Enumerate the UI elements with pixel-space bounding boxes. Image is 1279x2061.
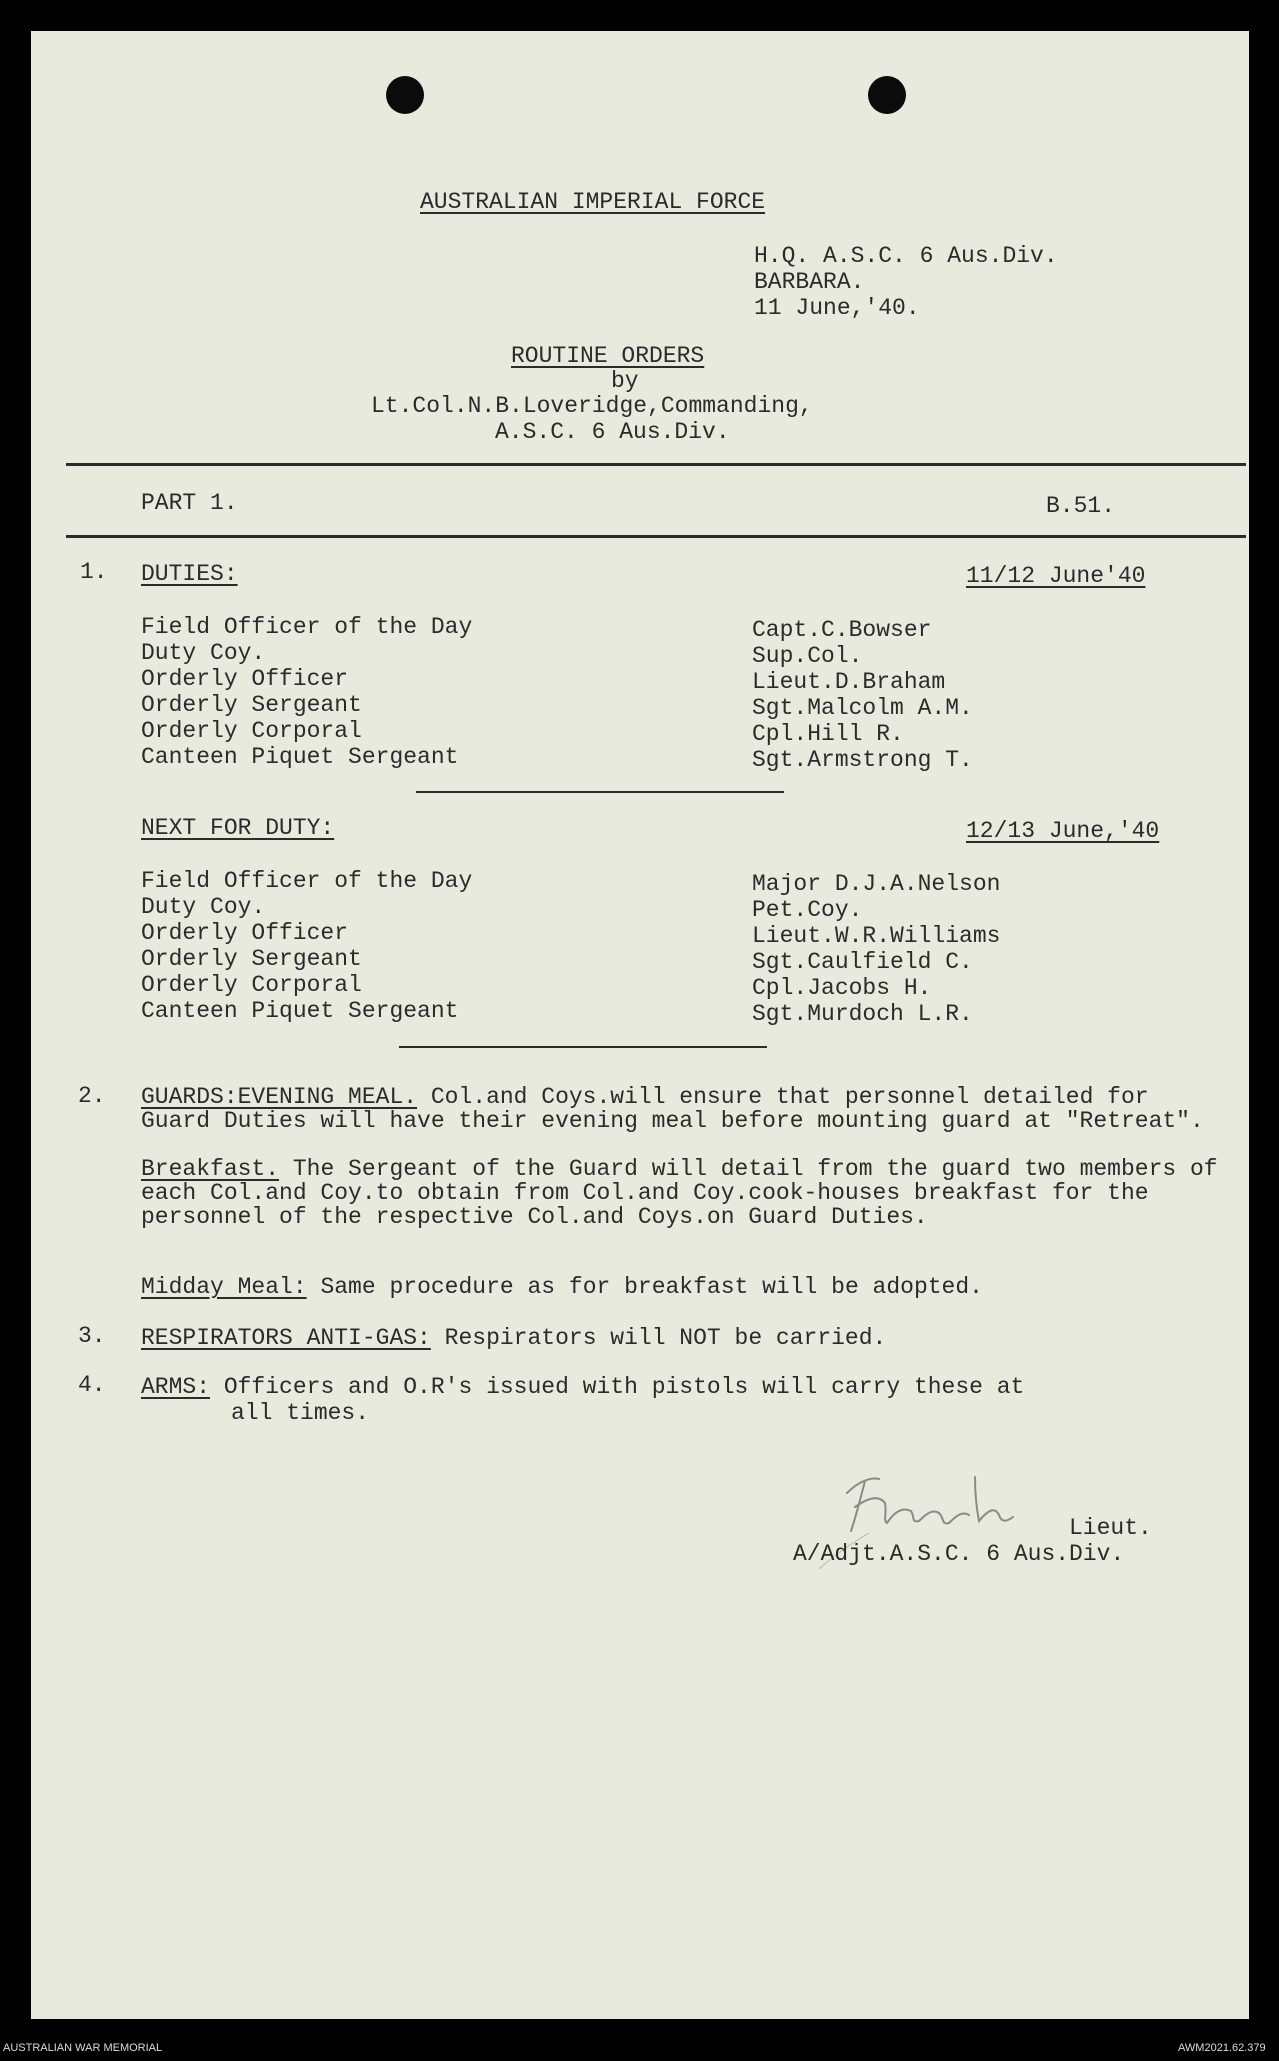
orders-unit: A.S.C. 6 Aus.Div. (495, 419, 730, 445)
orders-commander: Lt.Col.N.B.Loveridge,Commanding, (371, 393, 813, 419)
next-duty-role: Orderly Corporal (141, 972, 362, 998)
duty-role: Orderly Sergeant (141, 692, 362, 718)
item-number: 2. (78, 1083, 106, 1109)
duty-role: Duty Coy. (141, 640, 266, 666)
next-duty-date: 12/13 June,'40 (966, 818, 1160, 844)
unit-line2: BARBARA. (754, 269, 865, 295)
footer-source: AUSTRALIAN WAR MEMORIAL (3, 2042, 163, 2054)
next-duty-role: Orderly Sergeant (141, 946, 362, 972)
next-duty-role: Duty Coy. (141, 894, 266, 920)
divider (66, 463, 1246, 466)
item-number: 1. (80, 559, 108, 585)
next-duty-name: Pet.Coy. (752, 897, 863, 923)
duty-name: Sup.Col. (752, 643, 863, 669)
duty-role: Field Officer of the Day (141, 614, 473, 640)
next-duty-role: Field Officer of the Day (141, 868, 473, 894)
duty-name: Cpl.Hill R. (752, 721, 904, 747)
next-duty-name: Major D.J.A.Nelson (752, 871, 1001, 897)
midday-heading: Midday Meal: (141, 1274, 307, 1300)
signature-rank: Lieut. (1069, 1515, 1152, 1541)
arms-paragraph (141, 1374, 1024, 1400)
arms-text-line2: all times. (231, 1400, 370, 1426)
respirators-text: Respirators will NOT be carried. (444, 1325, 887, 1351)
respirators-paragraph (141, 1325, 1221, 1351)
orders-by: by (611, 368, 639, 394)
next-duty-name: Sgt.Murdoch L.R. (752, 1001, 973, 1027)
duty-name: Capt.C.Bowser (752, 617, 932, 643)
midday-paragraph (141, 1275, 1221, 1299)
signature-appointment: A/Adjt.A.S.C. 6 Aus.Div. (793, 1541, 1125, 1567)
next-duty-name: Cpl.Jacobs H. (752, 975, 932, 1001)
punch-hole (386, 76, 424, 114)
orders-heading: ROUTINE ORDERS (511, 343, 705, 369)
section-divider (416, 791, 784, 793)
breakfast-text: The Sergeant of the Guard will detail from the guard two members of each Col.and Coy.to obtain from Col.and Coy.cook-houses breakfast for the personnel of the respective Col.and Coys.on Guard Duties. (141, 1156, 1218, 1230)
org-title: AUSTRALIAN IMPERIAL FORCE (420, 189, 766, 215)
next-duty-role: Canteen Piquet Sergeant (141, 998, 459, 1024)
footer-id: AWM2021.62.379 (1178, 2042, 1266, 2054)
midday-text: Same procedure as for breakfast will be adopted. (320, 1274, 983, 1300)
guards-text: Col.and Coys.will ensure that personnel detailed for Guard Duties will have their evening meal before mounting guard at "Retreat". (141, 1084, 1204, 1134)
duty-name: Sgt.Malcolm A.M. (752, 695, 973, 721)
section-divider (399, 1046, 767, 1048)
duties-heading: DUTIES: (141, 561, 238, 587)
header-date: 11 June,'40. (754, 295, 920, 321)
next-duty-role: Orderly Officer (141, 920, 349, 946)
next-duty-name: Lieut.W.R.Williams (752, 923, 1001, 949)
breakfast-paragraph (141, 1157, 1221, 1229)
arms-heading: ARMS: (141, 1374, 211, 1400)
divider (66, 535, 1246, 538)
item-number: 3. (78, 1323, 106, 1349)
breakfast-heading: Breakfast. (141, 1156, 280, 1182)
item-number: 4. (78, 1372, 106, 1398)
guards-paragraph (141, 1085, 1221, 1133)
document-page (31, 31, 1249, 2019)
punch-hole (868, 76, 906, 114)
arms-text-line1: Officers and O.R's issued with pistols will carry these at (223, 1374, 1025, 1400)
respirators-heading: RESPIRATORS ANTI-GAS: (141, 1325, 431, 1351)
duties-date: 11/12 June'40 (966, 563, 1146, 589)
duty-name: Lieut.D.Braham (752, 669, 946, 695)
guards-heading: GUARDS:EVENING MEAL. (141, 1084, 418, 1110)
duty-role: Orderly Corporal (141, 718, 362, 744)
part-label: PART 1. (141, 490, 238, 516)
next-duty-heading: NEXT FOR DUTY: (141, 815, 335, 841)
duty-role: Orderly Officer (141, 666, 349, 692)
part-ref: B.51. (1046, 493, 1116, 519)
unit-line1: H.Q. A.S.C. 6 Aus.Div. (754, 243, 1058, 269)
duty-role: Canteen Piquet Sergeant (141, 744, 459, 770)
duty-name: Sgt.Armstrong T. (752, 747, 973, 773)
next-duty-name: Sgt.Caulfield C. (752, 949, 973, 975)
